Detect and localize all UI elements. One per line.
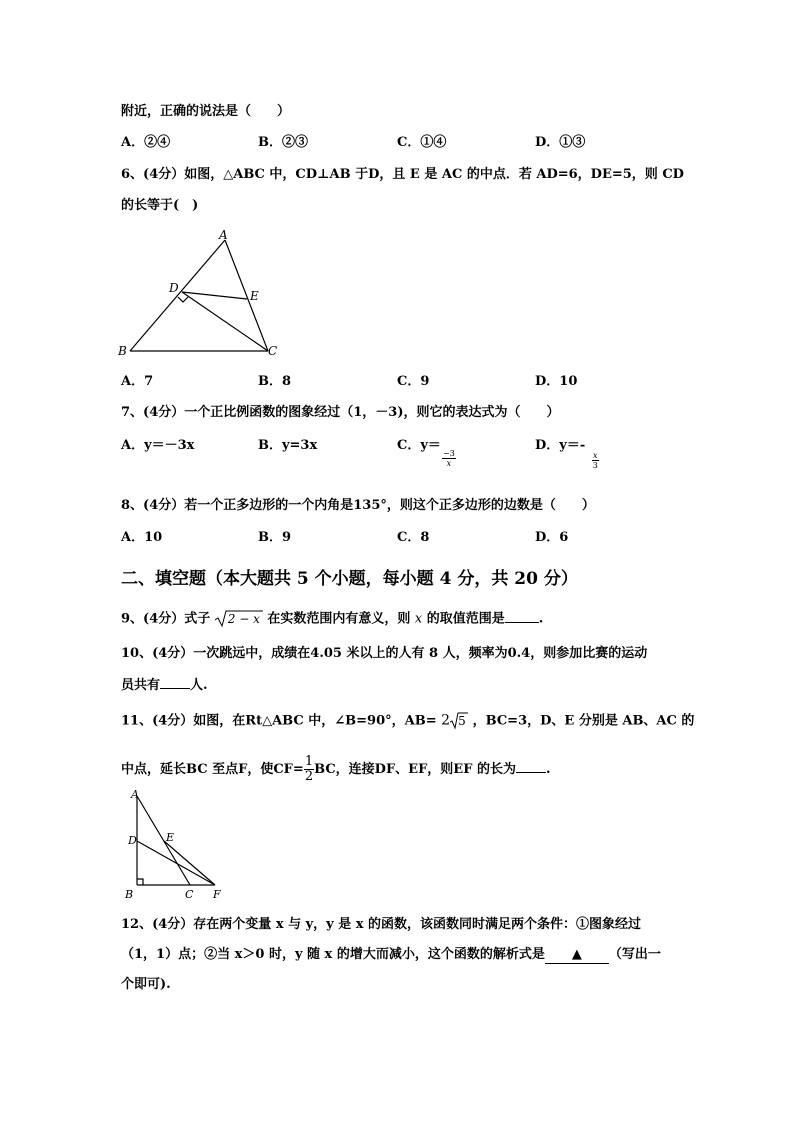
q9-variable: x — [414, 611, 423, 627]
q12-line2-end: （写出一 — [608, 947, 661, 962]
q11-label-e: E — [166, 831, 175, 844]
q12-line2-start: （1，1）点；②当 x＞0 时，y 随 x 的增大而减小，这个函数的解析式是 — [121, 947, 545, 962]
q7-option-c-label: C．y＝ — [397, 438, 441, 453]
q10-line2-end: 人. — [190, 678, 208, 693]
q7-c-numerator: −3 — [443, 449, 455, 458]
q11-line1-end: ，BC=3，D、E 分别是 AB、AC 的 — [472, 713, 695, 729]
q11-line1-start: 11、(4分）如图，在Rt△ABC 中，∠B=90°，AB= — [121, 713, 437, 729]
q9-radicand: 2 − x — [227, 612, 260, 626]
q7-stem: 7、(4分）一个正比例函数的图象经过（1，－3)，则它的表达式为（ ） — [121, 405, 560, 420]
q6-triangle-figure — [110, 225, 290, 360]
q9-end: . — [538, 611, 544, 627]
q8-option-c: C．8 — [397, 530, 430, 545]
q11-label-c: C — [185, 888, 194, 901]
q8-stem: 8、(4分）若一个正多边形的一个内角是135°，则这个正多边形的边数是（ ） — [121, 498, 595, 513]
q6-option-b: B．8 — [258, 374, 292, 389]
q5-option-d: D．①③ — [535, 135, 586, 150]
q9-stem — [121, 610, 543, 628]
q11-answer-blank[interactable] — [516, 772, 546, 773]
q12-answer-blank[interactable] — [545, 947, 609, 964]
q11-fraction — [304, 755, 314, 784]
q7-option-a: A．y＝－3x — [121, 438, 195, 453]
q7-c-denominator: x — [446, 459, 452, 468]
q8-option-a: A．10 — [121, 530, 163, 545]
q6-label-a: A — [219, 228, 228, 242]
q11-label-a: A — [131, 788, 139, 801]
q8-option-d: D．6 — [535, 530, 569, 545]
q6-stem-line1: 6、(4分）如图，△ABC 中，CD⊥AB 于D，且 E 是 AC 的中点．若 AD=6，DE=5，则 CD — [121, 167, 684, 182]
q11-stem-line2 — [121, 755, 551, 784]
q7-option-d-label: D．y＝- — [535, 438, 586, 453]
q8-option-b: B．9 — [258, 530, 292, 545]
q5-stem-tail: 附近，正确的说法是（ ） — [121, 104, 291, 119]
q6-option-d: D．10 — [535, 374, 578, 389]
q11-label-b: B — [125, 888, 134, 901]
q11-label-d: D — [128, 834, 137, 847]
q10-stem-line1: 10、(4分）一次跳远中，成绩在4.05 米以上的人有 8 人，频率为0.4，则参加比赛的运动 — [121, 646, 648, 661]
q11-stem-line1 — [121, 712, 694, 730]
q6-label-e: E — [250, 289, 259, 303]
q9-prefix: 9、(4分）式子 — [121, 611, 211, 627]
q7-option-d — [535, 438, 585, 454]
q7-option-c — [397, 438, 441, 454]
q11-ab-coefficient: 2 — [441, 712, 451, 729]
q7-option-d-fraction — [592, 451, 599, 470]
q11-triangle-figure — [120, 786, 230, 904]
q6-label-c: C — [268, 344, 278, 358]
q6-label-b: B — [118, 344, 127, 358]
q10-stem-line2 — [121, 678, 208, 694]
q11-line2-start: 中点，延长BC 至点F，使CF= — [121, 762, 304, 777]
q6-stem-line2: 的长等于( ) — [121, 198, 199, 213]
q7-d-numerator: x — [593, 451, 598, 460]
q9-answer-blank[interactable] — [505, 622, 539, 623]
q6-label-d: D — [169, 281, 179, 295]
q7-option-b: B．y=3x — [258, 438, 318, 453]
q9-suffix-a: 在实数范围内有意义，则 — [267, 611, 411, 627]
q11-fraction-numerator: 1 — [304, 754, 314, 769]
q6-option-c: C．9 — [397, 374, 430, 389]
q11-fraction-denominator: 2 — [304, 769, 314, 784]
q12-stem-line2 — [121, 947, 661, 964]
q12-stem-line1: 12、(4分）存在两个变量 x 与 y，y 是 x 的函数，该函数同时满足两个条件：①图象经过 — [121, 917, 642, 932]
q11-ab-radicand: 5 — [458, 714, 466, 728]
triangle-icon: ▲ — [571, 947, 582, 962]
q9-suffix-b: 的取值范围是 — [426, 611, 505, 627]
q10-answer-blank[interactable] — [160, 688, 190, 689]
q12-stem-line3: 个即可). — [121, 977, 171, 992]
q7-option-c-fraction — [442, 449, 456, 468]
q5-option-c: C．①④ — [397, 135, 447, 150]
q5-option-a: A．②④ — [121, 135, 171, 150]
q11-label-f: F — [213, 888, 221, 901]
q7-d-denominator: 3 — [592, 461, 598, 470]
section-title-fill-in: 二、填空题（本大题共 5 个小题，每小题 4 分，共 20 分） — [121, 569, 578, 589]
q10-line2-start: 员共有 — [121, 678, 161, 693]
q6-option-a: A．7 — [121, 374, 154, 389]
q11-line2-middle: BC，连接DF、EF，则EF 的长为 — [314, 762, 516, 777]
q11-ab-sqrt — [450, 712, 468, 730]
q9-sqrt-expression — [215, 610, 263, 628]
q11-line2-end: . — [545, 762, 551, 777]
q5-option-b: B．②③ — [258, 135, 308, 150]
